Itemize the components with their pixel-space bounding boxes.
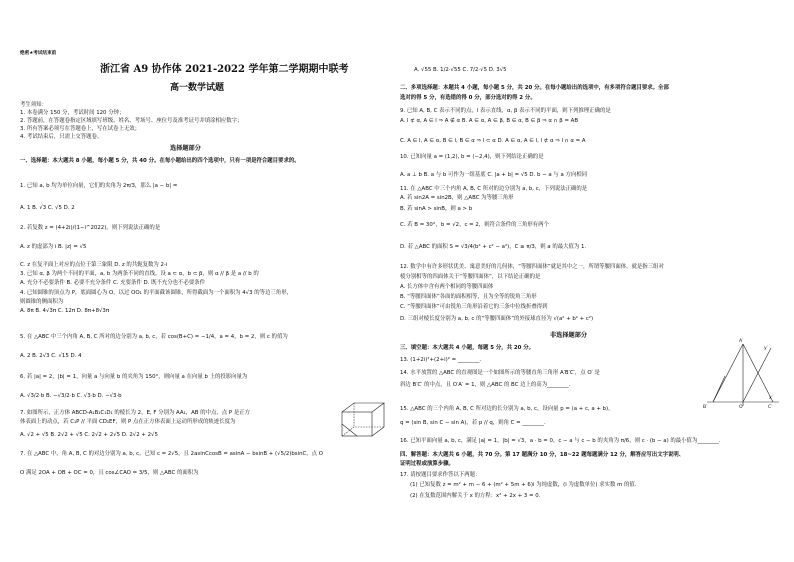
question-11-option-b: B. 若 sinA > sinB，则 a > b [400, 206, 473, 212]
question-12-cont: 棱分别相等的四面体关于“等腰四面体”，以下结论正确的是 [400, 274, 541, 280]
figure-label-aprime: A′ [739, 339, 744, 344]
question-2-options-ab: A. z 的虚部为 i B. |z| = √5 [20, 244, 87, 250]
question-4-cont: 则圆锥的侧面积为 [20, 299, 64, 305]
question-5: 5. 在 △ABC 中三个内角 A, B, C 所对的边分别为 a, b, c，若 cos(B+C) = −1/4，a = 4，b = 2，则 c 的值为 [20, 334, 288, 340]
question-8-cont: O 满足 2OA + OB + OC = 0，且 cos∠CAO = 3/5，则 △ABC 的面积为 [20, 470, 199, 476]
question-1: 1. 已知 a, b 均为单位向量，它们的夹角为 2π/3，那么 |a − b| = [20, 183, 178, 189]
question-14-cont: 斜边 B′C′ 的中点，且 O′A′ = 1，则 △ABC 的 BC 边上的高为________. [400, 382, 571, 388]
question-12-option-b: B. “等腰四面体”各面的面积相等，且为全等的锐角三角形 [400, 294, 537, 300]
question-4-options: A. 8π B. 4√3π C. 12π D. 8π+8√3π [20, 308, 110, 314]
figure-label-cprime: C′ [768, 405, 773, 410]
question-12-option-d: D. 三组对棱长度分别为 a, b, c 的“等腰四面体”的外接球直径为 √(a² + b² + c²) [400, 316, 594, 322]
question-3-options: A. 充分不必要条件 B. 必要不充分条件 C. 充要条件 D. 既不充分也不必要条件 [20, 280, 205, 286]
section-part1: 一、选择题：本大题共 8 小题，每小题 5 分，共 40 分。在每小题给出的四个选项中，只有一项是符合题目要求的。 [20, 158, 300, 164]
figure-label-bprime: B′ [703, 405, 708, 410]
question-11: 11. 在 △ABC 中三个内角 A, B, C 所对的边分别为 a, b, c，下列说法正确的是 [400, 186, 588, 192]
note-line: 考生须知： [20, 102, 47, 108]
question-10: 10. 已知向量 a = (1,2), b = (−2,4)，则下列结论正确的是 [400, 154, 544, 160]
question-13: 13. (1+2i)²+(2+i)² = ________. [400, 357, 482, 363]
question-16: 16. 已知平面向量 a, b, c，满足 |a| = 1，|b| = √3，a · b = 0，c − a 与 c − b 的夹角为 π/6，则 c · (b − a) 的最小值为________. [400, 438, 721, 444]
question-12: 12. 数学中有许多形状优美、寓意美好的几何体，“等腰四面体”就是其中之一，所谓等腰四面体，就是指三组对 [400, 264, 664, 270]
section-part3: 三、填空题：本大题共 4 小题，每题 5 分，共 20 分。 [400, 345, 535, 351]
exam-title: 浙江省 A9 协作体 2021-2022 学年第二学期期中联考 [100, 64, 349, 75]
note-line: 1. 本卷满分 150 分，考试时间 120 分钟； [20, 110, 125, 116]
question-9-options-cd: C. A ∈ l, A ∈ α, B ∈ l, B ∈ α ⇒ l ⊂ α D. A ∈ α, A ∈ l, l ⊄ α ⇒ l ∩ α = A [400, 138, 586, 144]
question-7-cont: 体表面上的动点，若 C₁P // 平面 CD₁EF，则 P 点在正方体表面上运动所形成的轨迹长度为 [20, 419, 236, 425]
note-line: 3. 所有答案必须写在答题卷上，写在试卷上无效； [20, 126, 141, 132]
question-8-options: A. √55 B. 1/2·√55 C. 7/2·√5 D. 3√5 [414, 67, 507, 73]
question-12-option-c: C. “等腰四面体”可由锐角三角形沿着它的三条中位线折叠得到 [400, 304, 548, 310]
figure-label-oprime: O′ [739, 405, 744, 410]
question-9: 9. 已知 A, B, C 表示不同的点，l 表示直线，α, β 表示不同的平面，则下列推理正确的是 [400, 108, 611, 114]
figure-label-xprime: x′ [769, 396, 773, 401]
section-part2: 二、多项选择题：本题共 4 小题，每小题 5 分，共 20 分。在每小题给出的选项中，有多项符合题目要求。全部 [400, 85, 669, 91]
question-17-part2: (2) 在复数范围内解关于 x 的方程：x² + 2x + 3 = 0. [410, 493, 541, 499]
question-8: 7. 在 △ABC 中，角 A, B, C 的对边分别为 a, b, c，已知 c = 2√5，且 2asinCcosB = asinA − bsinB + (√5/2)bsinC，点 O [20, 451, 323, 457]
question-11-option-a: A. 若 sin2A = sin2B，则 △ABC 为等腰三角形 [400, 195, 514, 201]
note-line: 2. 答题前，在答题卷指定区域填写班级、姓名、考场号、座位号及准考证号并填涂相应数字； [20, 118, 243, 124]
section-nonchoice: 非选择题部分 [550, 332, 588, 339]
question-6-options: A. √3/2·b B. −√3/2·b C. √3·b D. −√3·b [20, 393, 122, 399]
question-10-options: A. a ⊥ b B. a 与 b 可作为一组基底 C. |a + b| = √5 D. b − a 与 a 方向相同 [400, 172, 588, 178]
cube-figure [338, 400, 390, 440]
figure-label-yprime: y′ [764, 346, 768, 351]
question-15: 15. △ABC 的三个内角 A, B, C 所对边的长分别为 a, b, c，设向量 p = (a + c, a + b)， [400, 406, 614, 412]
section-choice: 选择题部分 [170, 145, 201, 152]
question-6: 6. 若 |a| = 2，|b| = 1，向量 a 与向量 b 的夹角为 150°，则向量 a 在向量 b 上的投影向量为 [20, 374, 248, 380]
question-7-options: A. √2 + √5 B. 2√2 + √5 C. 2√2 + 2√5 D. 2√2 + 2√5 [20, 432, 158, 438]
section-part2-cont: 选对的得 5 分，有选错的得 0 分，部分选对的得 2 分。 [400, 95, 536, 101]
secret-mark: 绝密★考试结束前 [20, 51, 57, 56]
section-part4-cont: 证明过程或演算步骤。 [400, 461, 454, 467]
question-7: 7. 如图所示，正方体 ABCD-A₁B₁C₁D₁ 的棱长为 2，E, F 分别为 AA₁，AB 的中点，点 P 是正方 [20, 410, 250, 416]
question-4: 4. 已知圆锥的顶点为 P，底面圆心为 O，以过 OO₁ 的平面截该圆锥，所得截面为一个面积为 4√3 的等边三角形， [20, 290, 292, 296]
section-part4: 四、解答题：本大题共 6 小题，共 70 分。第 17 题满分 10 分，18~22 题每题满分 12 分，解答应写出文字说明、 [400, 452, 685, 458]
question-2: 2. 若复数 z = (4+2i)/(1−i^2022)，则下列说法正确的是 [20, 225, 161, 231]
question-14: 14. 水平放置的 △ABC 的直观图是一个如图所示的等腰直角三角形 A′B′C′，点 O′ 是 [400, 370, 600, 376]
question-15-cont: q = (sin B, sin C − sin A)，若 p // q，则角 C = ________. [400, 420, 546, 426]
exam-subject: 高一数学试题 [170, 83, 225, 93]
question-11-option-d: D. 若 △ABC 的面积 S = √3/4(b² + c² − a²)，C ≥ π/3，则 a 的最大值为 1. [400, 244, 587, 250]
question-5-options: A. 2 B. 2√3 C. √15 D. 4 [20, 353, 82, 359]
question-12-option-a: A. 长方体中含有两个相同的等腰四面体 [400, 284, 494, 290]
question-9-options-ab: A. l ⊄ α, A ∈ l ⇒ A ∉ α B. A ∈ α, A ∈ β, B ∈ α, B ∈ β ⇒ α ∩ β = AB [400, 118, 579, 124]
question-17: 17. 请按题目要求作答以下两题： [400, 472, 481, 478]
note-line: 4. 考试结束后，只需上交答题卷。 [20, 134, 103, 140]
question-17-part1: (1) 已知复数 z = m² + m − 6 + (m² + 5m + 6)i 为纯虚数，(i 为虚数单位) 求实数 m 的值. [410, 482, 637, 488]
question-11-option-c: C. 若 B = 30°，b = √2，c = 2，则符合条件的三角形有两个 [400, 222, 549, 228]
question-1-options: A. 1 B. √3 C. √5 D. 2 [20, 205, 75, 211]
question-3: 3. 已知 α, β 为两个不同的平面，a, b 为两条不同的直线，设 a ⊂ α，b ⊂ β，则 α // β 是 a // b 的 [20, 271, 259, 277]
question-2-options-cd: C. z 在复平面上对应的点位于第三象限 D. z 的共轭复数为 2-i [20, 262, 168, 268]
